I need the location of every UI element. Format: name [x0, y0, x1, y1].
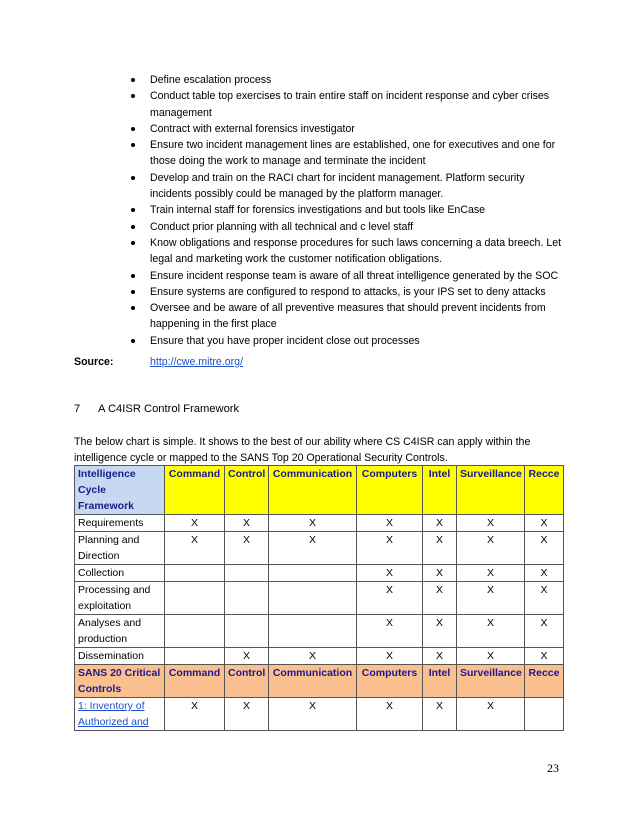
table-row: [75, 698, 564, 731]
table-cell: X: [269, 698, 357, 731]
table-cell: [75, 698, 165, 731]
table-row: [75, 648, 564, 665]
bullet-icon: [131, 241, 135, 245]
table-cell: X: [423, 515, 457, 532]
bullet-icon: [131, 274, 135, 278]
table-cell: X: [357, 532, 423, 565]
table-cell: X: [423, 532, 457, 565]
table-cell: [225, 615, 269, 648]
table-cell: X: [269, 648, 357, 665]
table-header-row: [75, 466, 564, 515]
list-item: Train internal staff for forensics investigations and but tools like EnCase: [128, 202, 568, 218]
table-header-cell: Recce: [525, 466, 564, 515]
table-header-cell: Recce: [525, 665, 564, 698]
list-item: Develop and train on the RACI chart for incident management. Platform security incidents possibly could be managed by the platform manager.: [128, 170, 568, 203]
list-item: Know obligations and response procedures for such laws concerning a data breech. Let legal and marketing work the customer notification obligations.: [128, 235, 568, 268]
table-cell: X: [457, 615, 525, 648]
table-row: [75, 532, 564, 565]
table-cell: Requirements: [75, 515, 165, 532]
page-number: 23: [547, 761, 559, 775]
table-cell: X: [165, 698, 225, 731]
table-header-cell: Communication: [269, 665, 357, 698]
table-cell: [165, 615, 225, 648]
table-cell: X: [225, 648, 269, 665]
table-header-row: [75, 665, 564, 698]
table-row: [75, 565, 564, 582]
table-cell: X: [357, 615, 423, 648]
list-item: Ensure two incident management lines are established, one for executives and one for those doing the work to manage and terminate the incident: [128, 137, 568, 170]
list-item: Ensure that you have proper incident close out processes: [128, 333, 568, 349]
table-cell: X: [165, 515, 225, 532]
list-item: Contract with external forensics investigator: [128, 121, 568, 137]
table-cell: X: [457, 532, 525, 565]
bullet-icon: [131, 339, 135, 343]
source-link[interactable]: http://cwe.mitre.org/: [150, 356, 244, 368]
table-header-cell: Computers: [357, 665, 423, 698]
bullet-icon: [131, 78, 135, 82]
table-cell: X: [525, 582, 564, 615]
c4isr-control-table: [74, 465, 564, 731]
section-heading: [74, 401, 239, 417]
table-header-cell: Command: [165, 466, 225, 515]
table-cell: [269, 565, 357, 582]
table-cell: X: [457, 648, 525, 665]
list-item: Define escalation process: [128, 72, 568, 88]
table-cell: X: [525, 532, 564, 565]
table-header-cell: Control: [225, 466, 269, 515]
table-cell: [525, 698, 564, 731]
table-cell: [269, 582, 357, 615]
table-header-cell: Intelligence Cycle Framework: [75, 466, 165, 515]
table-cell: X: [225, 515, 269, 532]
table-cell: [225, 565, 269, 582]
bullet-icon: [131, 94, 135, 98]
table-cell: X: [269, 515, 357, 532]
control-link[interactable]: 1: Inventory of Authorized and: [78, 700, 149, 728]
table-cell: X: [423, 582, 457, 615]
table-header-cell: Command: [165, 665, 225, 698]
table-cell: X: [357, 565, 423, 582]
table-cell: X: [423, 698, 457, 731]
source-label: Source:: [74, 356, 114, 368]
table-cell: [165, 582, 225, 615]
bullet-icon: [131, 143, 135, 147]
table-cell: Dissemination: [75, 648, 165, 665]
intro-paragraph: The below chart is simple. It shows to the best of our ability where CS C4ISR can apply within the intelligence cycle or mapped to the SANS Top 20 Operational Security Controls.: [74, 436, 531, 464]
list-item: Oversee and be aware of all preventive measures that should prevent incidents from happening in the first place: [128, 300, 568, 333]
table-cell: [165, 565, 225, 582]
table-cell: X: [357, 698, 423, 731]
bullet-icon: [131, 306, 135, 310]
table-cell: Collection: [75, 565, 165, 582]
table-cell: X: [357, 515, 423, 532]
bullet-icon: [131, 225, 135, 229]
table-cell: X: [269, 532, 357, 565]
table-cell: X: [457, 565, 525, 582]
table-cell: X: [165, 532, 225, 565]
table-cell: [165, 648, 225, 665]
table-cell: X: [423, 648, 457, 665]
table-header-cell: SANS 20 Critical Controls: [75, 665, 165, 698]
table-row: [75, 582, 564, 615]
list-item: Conduct table top exercises to train entire staff on incident response and cyber crises management: [128, 88, 568, 121]
bullet-icon: [131, 176, 135, 180]
table-cell: Analyses and production: [75, 615, 165, 648]
table-cell: X: [423, 615, 457, 648]
table-cell: X: [525, 615, 564, 648]
table-cell: [269, 615, 357, 648]
table-header-cell: Intel: [423, 665, 457, 698]
table-cell: X: [423, 565, 457, 582]
table-row: [75, 615, 564, 648]
table-header-cell: Computers: [357, 466, 423, 515]
table-cell: Processing and exploitation: [75, 582, 165, 615]
table-cell: X: [457, 582, 525, 615]
table-header-cell: Communication: [269, 466, 357, 515]
table-cell: X: [525, 648, 564, 665]
section-title: A C4ISR Control Framework: [98, 403, 240, 415]
table-header-cell: Control: [225, 665, 269, 698]
table-header-cell: Surveillance: [457, 665, 525, 698]
table-cell: X: [457, 698, 525, 731]
list-item: Ensure systems are configured to respond to attacks, is your IPS set to deny attacks: [128, 284, 568, 300]
table-cell: X: [525, 515, 564, 532]
table-cell: Planning and Direction: [75, 532, 165, 565]
bullet-icon: [131, 127, 135, 131]
table-header-cell: Intel: [423, 466, 457, 515]
table-cell: [225, 582, 269, 615]
section-number: 7: [74, 403, 81, 415]
table-cell: X: [357, 648, 423, 665]
table-cell: X: [525, 565, 564, 582]
bullet-list: [128, 72, 568, 349]
list-item: Conduct prior planning with all technical and c level staff: [128, 219, 568, 235]
bullet-icon: [131, 208, 135, 212]
table-cell: X: [357, 582, 423, 615]
list-item: Ensure incident response team is aware of all threat intelligence generated by the SOC: [128, 268, 568, 284]
table-cell: X: [225, 532, 269, 565]
table-cell: X: [457, 515, 525, 532]
table-row: [75, 515, 564, 532]
table-cell: X: [225, 698, 269, 731]
table-header-cell: Surveillance: [457, 466, 525, 515]
source-row: [74, 354, 243, 370]
bullet-icon: [131, 290, 135, 294]
